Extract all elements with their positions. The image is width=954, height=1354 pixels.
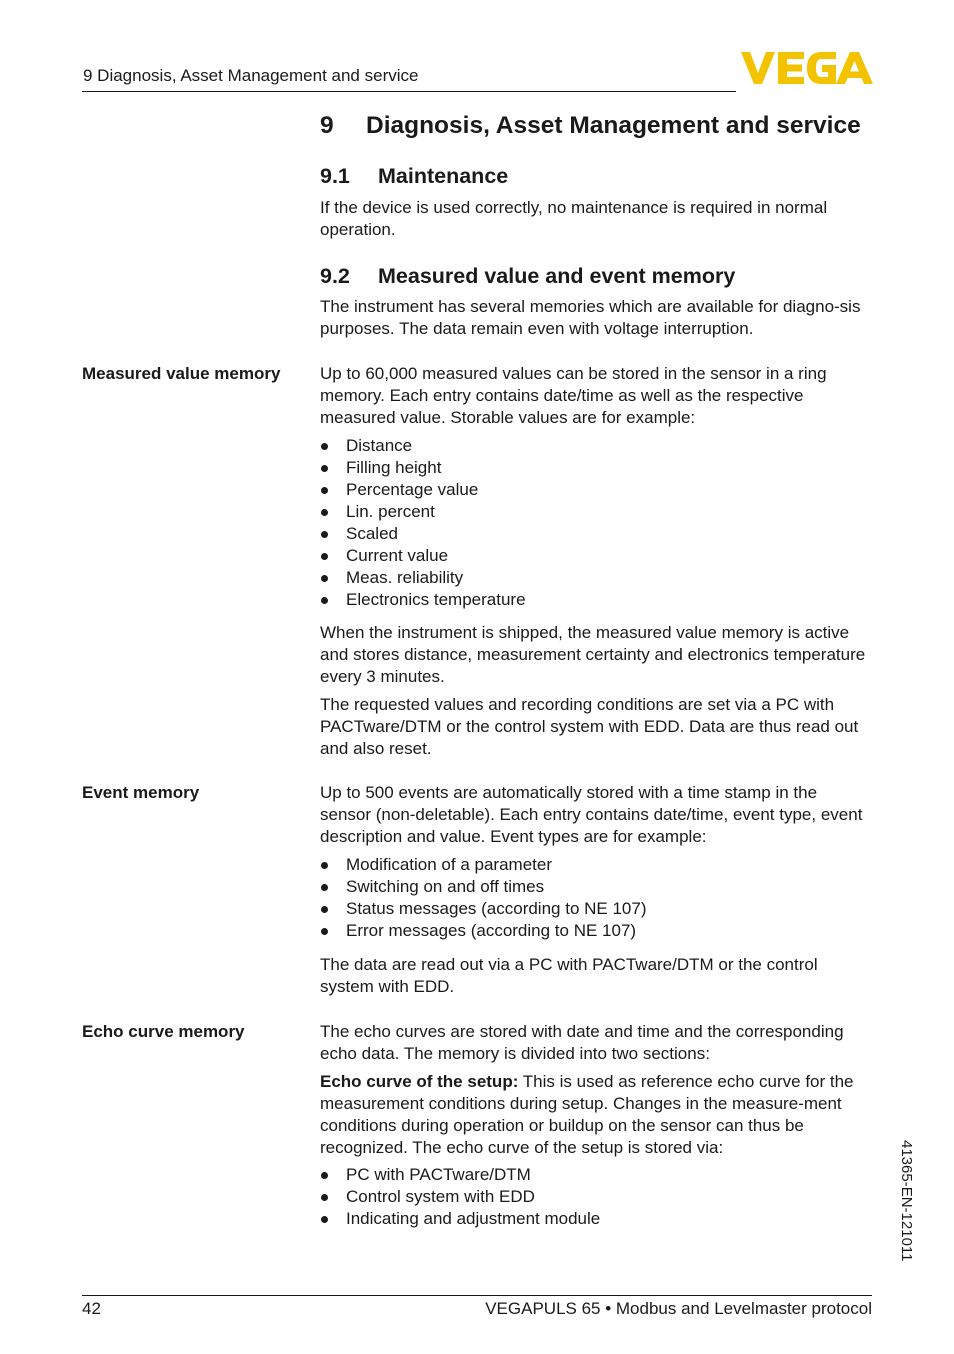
- list-item: PC with PACTware/DTM: [320, 1164, 600, 1186]
- list-item: Meas. reliability: [320, 567, 526, 589]
- chapter-title: Diagnosis, Asset Management and service: [366, 112, 861, 139]
- list-item: Scaled: [320, 523, 526, 545]
- list-item: Filling height: [320, 457, 526, 479]
- list-item: Current value: [320, 545, 526, 567]
- list-item: Switching on and off times: [320, 876, 646, 898]
- echo-curve-setup-paragraph: [320, 1071, 872, 1159]
- measured-value-memory-label: Measured value memory: [82, 364, 281, 383]
- list-item: Distance: [320, 435, 526, 457]
- echo-curve-storage-list: [320, 1164, 600, 1230]
- event-memory-text: Up to 500 events are automatically stored with a time stamp in the sensor (non-deletable). Each entry contains date/time, event type, event description and value. Event types are for example:: [320, 783, 863, 846]
- chapter-heading: [320, 112, 861, 140]
- product-name: VEGAPULS 65 • Modbus and Levelmaster protocol: [485, 1299, 872, 1318]
- storable-values-list: [320, 435, 526, 611]
- maintenance-text: If the device is used correctly, no maintenance is required in normal operation.: [320, 198, 828, 239]
- memory-heading: [320, 264, 735, 289]
- event-types-list: [320, 854, 646, 942]
- vega-logo: [741, 52, 873, 84]
- list-item: Electronics temperature: [320, 589, 526, 611]
- running-header: 9 Diagnosis, Asset Management and service: [83, 66, 419, 85]
- echo-curve-memory-text: The echo curves are stored with date and time and the corresponding echo data. The memory is divided into two sections:: [320, 1022, 844, 1063]
- echo-curve-memory-label: Echo curve memory: [82, 1022, 245, 1041]
- event-memory-label: Event memory: [82, 783, 200, 802]
- page-number: 42: [82, 1299, 101, 1318]
- memory-title: Measured value and event memory: [378, 264, 736, 288]
- memory-intro: The instrument has several memories which are available for diagno-sis purposes. The data remain even with voltage interruption.: [320, 297, 861, 338]
- footer-rule: [82, 1295, 872, 1296]
- list-item: Status messages (according to NE 107): [320, 898, 646, 920]
- list-item: Indicating and adjustment module: [320, 1208, 600, 1230]
- document-number: 41365-EN-121011: [898, 1140, 915, 1262]
- list-item: Error messages (according to NE 107): [320, 920, 646, 942]
- measured-value-memory-recording-text: The requested values and recording conditions are set via a PC with PACTware/DTM or the control system with EDD. Data are thus read out and also reset.: [320, 695, 859, 758]
- maintenance-title: Maintenance: [378, 164, 509, 188]
- measured-value-memory-text: Up to 60,000 measured values can be stored in the sensor in a ring memory. Each entry contains date/time as well as the respective measured value. Storable values are for example:: [320, 364, 827, 427]
- list-item: Modification of a parameter: [320, 854, 646, 876]
- list-item: Control system with EDD: [320, 1186, 600, 1208]
- list-item: Lin. percent: [320, 501, 526, 523]
- header-rule: [82, 91, 736, 92]
- echo-curve-setup-term: Echo curve of the setup:: [320, 1072, 519, 1091]
- maintenance-number: 9.1: [320, 164, 350, 188]
- list-item: Percentage value: [320, 479, 526, 501]
- chapter-number: 9: [320, 112, 334, 139]
- echo-curve-setup-text: This is used as reference echo curve for the measurement conditions during setup. Changes in the measure-ment conditions during operation or buildup on the sensor can thus be recognized. The echo curve of the setup is stored via:: [320, 1072, 854, 1157]
- event-memory-readout-text: The data are read out via a PC with PACTware/DTM or the control system with EDD.: [320, 955, 818, 996]
- maintenance-heading: [320, 164, 508, 189]
- memory-number: 9.2: [320, 264, 350, 288]
- measured-value-memory-shipping-text: When the instrument is shipped, the measured value memory is active and stores distance, measurement certainty and electronics temperature every 3 minutes.: [320, 623, 866, 686]
